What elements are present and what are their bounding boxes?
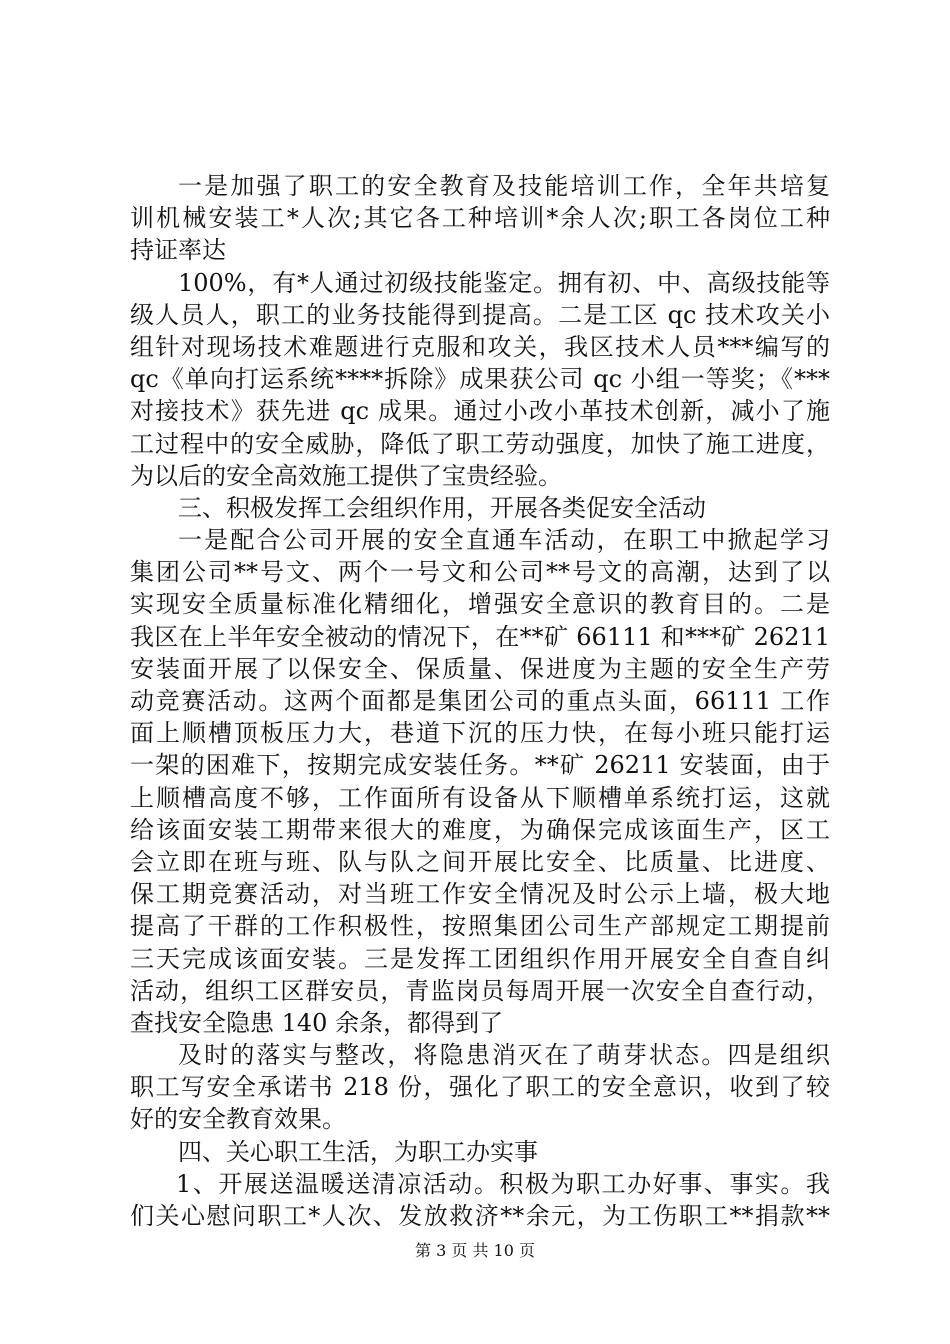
text-line: 好的安全教育效果。 bbox=[130, 1105, 346, 1134]
text-line: 四、关心职工生活，为职工办实事 bbox=[178, 1137, 538, 1166]
text-line: 1、开展送温暖送清凉活动。积极为职工办好事、事实。我 bbox=[176, 1169, 830, 1198]
text-line: 持证率达 bbox=[130, 236, 226, 265]
text-line: 一架的困难下，按期完成安装任务。**矿 26211 安装面，由于 bbox=[130, 751, 830, 780]
text-line: 级人员人，职工的业务技能得到提高。二是工区 qc 技术攻关小 bbox=[130, 300, 830, 329]
text-line: qc《单向打运系统****拆除》成果获公司 qc 小组一等奖；《*** bbox=[130, 365, 830, 394]
text-line: 我区在上半年安全被动的情况下，在**矿 66111 和***矿 26211 bbox=[130, 622, 830, 651]
text-line: 工过程中的安全威胁，降低了职工劳动强度，加快了施工进度， bbox=[130, 429, 830, 458]
text-line: 查找安全隐患 140 余条，都得到了 bbox=[130, 1008, 504, 1037]
text-line: 给该面安装工期带来很大的难度，为确保完成该面生产，区工 bbox=[130, 815, 830, 844]
text-line: 训机械安装工*人次;其它各工种培训*余人次;职工各岗位工种 bbox=[130, 204, 830, 233]
text-line: 一是加强了职工的安全教育及技能培训工作，全年共培复 bbox=[178, 172, 830, 200]
document-body bbox=[130, 170, 830, 1232]
text-line: 对接技术》获先进 qc 成果。通过小改小革技术创新，减小了施 bbox=[130, 397, 830, 426]
text-line: 职工写安全承诺书 218 份，强化了职工的安全意识，收到了较 bbox=[130, 1073, 830, 1102]
text-line: 们关心慰问职工*人次、发放救济**余元，为工伤职工**捐款** bbox=[130, 1202, 830, 1230]
text-line: 安装面开展了以保安全、保质量、保进度为主题的安全生产劳 bbox=[130, 654, 830, 683]
text-line: 三天完成该面安装。三是发挥工团组织作用开展安全自查自纠 bbox=[130, 944, 830, 973]
page-footer: 第 3 页 共 10 页 bbox=[415, 1241, 535, 1260]
text-line: 为以后的安全高效施工提供了宝贵经验。 bbox=[130, 461, 562, 490]
text-line: 提高了干群的工作积极性，按照集团公司生产部规定工期提前 bbox=[130, 912, 830, 941]
text-line: 会立即在班与班、队与队之间开展比安全、比质量、比进度、 bbox=[130, 847, 830, 876]
text-line: 一是配合公司开展的安全直通车活动，在职工中掀起学习 bbox=[178, 526, 830, 555]
text-line: 集团公司**号文、两个一号文和公司**号文的高潮，达到了以 bbox=[130, 558, 830, 587]
text-line: 上顺槽高度不够，工作面所有设备从下顺槽单系统打运，这就 bbox=[130, 783, 830, 812]
text-line: 100%，有*人通过初级技能鉴定。拥有初、中、高级技能等 bbox=[178, 268, 830, 297]
text-line: 及时的落实与整改，将隐患消灭在了萌芽状态。四是组织 bbox=[178, 1041, 830, 1070]
text-line: 组针对现场技术难题进行克服和攻关，我区技术人员***编写的 bbox=[130, 332, 830, 361]
text-line: 三、积极发挥工会组织作用，开展各类促安全活动 bbox=[178, 493, 706, 522]
text-line: 保工期竞赛活动，对当班工作安全情况及时公示上墙，极大地 bbox=[130, 880, 830, 909]
text-line: 面上顺槽顶板压力大，巷道下沉的压力快，在每小班只能打运 bbox=[130, 719, 830, 748]
text-line: 实现安全质量标准化精细化，增强安全意识的教育目的。二是 bbox=[130, 590, 830, 619]
text-line: 动竞赛活动。这两个面都是集团公司的重点头面，66111 工作 bbox=[130, 687, 830, 715]
text-line: 活动，组织工区群安员，青监岗员每周开展一次安全自查行动， bbox=[130, 976, 830, 1005]
